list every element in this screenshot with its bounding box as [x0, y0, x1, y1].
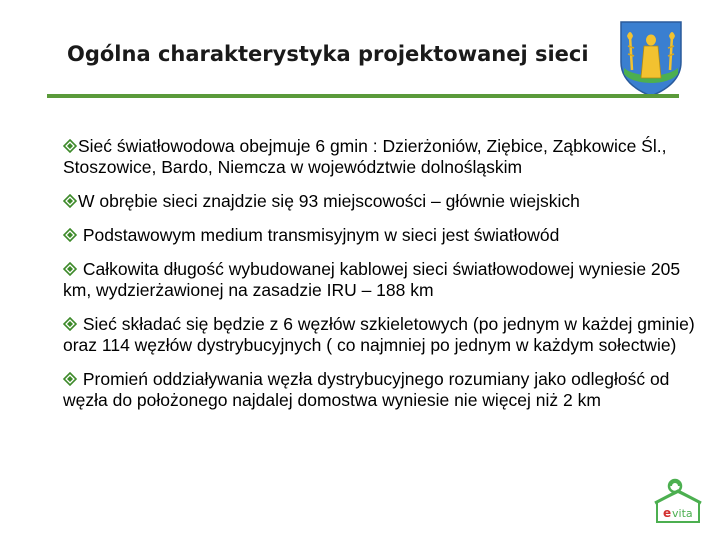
bullet-item: [63, 225, 698, 246]
logo-text: vita: [672, 507, 693, 520]
diamond-bullet-icon: [63, 194, 77, 208]
logo-prefix: e: [663, 506, 672, 520]
bullet-item: [63, 259, 698, 301]
bullet-text: Podstawowym medium transmisyjnym w sieci jest światłowód: [78, 225, 560, 245]
bullet-item: [63, 191, 698, 212]
bullet-text: Sieć składać się będzie z 6 węzłów szkieletowych (po jednym w każdej gminie) oraz 114 węzłów dystrybucyjnych ( co najmniej po jednym w każdym sołectwie): [63, 314, 695, 355]
diamond-bullet-icon: [63, 139, 77, 153]
bullet-text: Całkowita długość wybudowanej kablowej sieci światłowodowej wyniesie 205 km, wydzierżawionej na zasadzie IRU – 188 km: [63, 259, 681, 300]
diamond-bullet-icon: [63, 262, 77, 276]
diamond-bullet-icon: [63, 317, 77, 331]
diamond-bullet-icon: [63, 228, 77, 242]
evita-logo: [653, 478, 703, 524]
slide-title: Ogólna charakterystyka projektowanej sieci: [67, 42, 589, 66]
bullet-text: Promień oddziaływania węzła dystrybucyjnego rozumiany jako odległość od węzła do położonego najdalej domostwa wyniesie nie więcej niż 2 km: [63, 369, 670, 410]
bullet-item: [63, 314, 698, 356]
title-underline: [47, 94, 679, 98]
bullet-list: [63, 136, 698, 424]
diamond-bullet-icon: [63, 372, 77, 386]
coat-of-arms-icon: [616, 18, 686, 98]
bullet-item: [63, 369, 698, 411]
bullet-text: W obrębie sieci znajdzie się 93 miejscowości – głównie wiejskich: [78, 191, 580, 211]
bullet-item: [63, 136, 698, 178]
bullet-text: Sieć światłowodowa obejmuje 6 gmin : Dzierżoniów, Ziębice, Ząbkowice Śl., Stoszowice, Bardo, Niemcza w województwie dolnośląskim: [63, 136, 667, 177]
